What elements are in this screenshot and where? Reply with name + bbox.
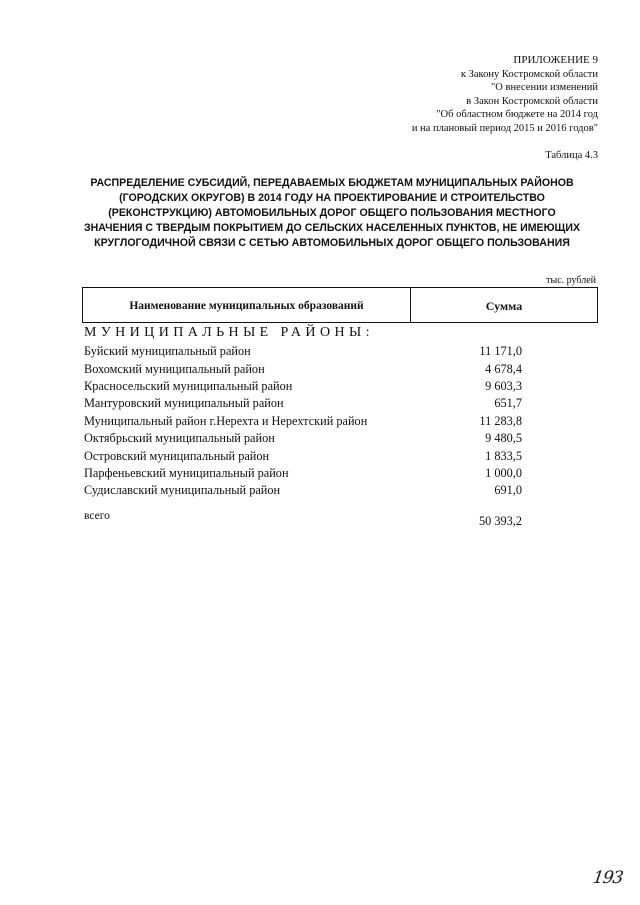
title-line: (РЕКОНСТРУКЦИЮ) АВТОМОБИЛЬНЫХ ДОРОГ ОБЩЕГО ПОЛЬЗОВАНИЯ МЕСТНОГО: [108, 207, 556, 219]
row-name: Красносельский муниципальный район: [84, 378, 293, 393]
column-header-sum: Сумма: [485, 298, 523, 313]
row-name: Островский муниципальный район: [84, 448, 270, 463]
table-row: [84, 465, 534, 482]
row-name: Мантуровский муниципальный район: [84, 396, 284, 411]
appendix-line: к Закону Костромской области: [460, 68, 598, 80]
row-value: 651,7: [494, 396, 522, 411]
row-name: Вохомский муниципальный район: [84, 361, 265, 376]
row-name: Муниципальный район г.Нерехта и Нерехтский район: [84, 413, 368, 428]
row-value: 1 833,5: [485, 448, 522, 463]
table-row: [84, 378, 534, 395]
total-label: всего: [84, 510, 110, 522]
row-value: 691,0: [494, 483, 522, 498]
unit-label: тыс. рублей: [546, 275, 596, 286]
row-value: 11 283,8: [479, 413, 522, 428]
total-row: [84, 510, 522, 529]
row-value: 9 480,5: [485, 431, 522, 446]
row-name: Октябрьский муниципальный район: [84, 431, 275, 446]
title-line: РАСПРЕДЕЛЕНИЕ СУБСИДИЙ, ПЕРЕДАВАЕМЫХ БЮДЖЕТАМ МУНИЦИПАЛЬНЫХ РАЙОНОВ: [90, 177, 574, 189]
row-value: 1 000,0: [485, 465, 522, 480]
row-name: Судиславский муниципальный район: [84, 483, 281, 498]
appendix-line: "Об областном бюджете на 2014 год: [436, 109, 598, 121]
appendix-header: [318, 54, 598, 136]
document-title: [74, 176, 590, 251]
title-line: КРУГЛОГОДИЧНОЙ СВЯЗИ С СЕТЬЮ АВТОМОБИЛЬНЫХ ДОРОГ ОБЩЕГО ПОЛЬЗОВАНИЯ: [94, 237, 570, 249]
table-row: [84, 447, 534, 464]
row-value: 4 678,4: [485, 361, 522, 376]
table-row: [84, 395, 534, 412]
title-line: (ГОРОДСКИХ ОКРУГОВ) В 2014 ГОДУ НА ПРОЕКТИРОВАНИЕ И СТРОИТЕЛЬСТВО: [119, 192, 545, 204]
section-title: МУНИЦИПАЛЬНЫЕ РАЙОНЫ:: [84, 325, 374, 340]
total-value: 50 393,2: [478, 514, 522, 528]
appendix-line: ПРИЛОЖЕНИЕ 9: [513, 54, 598, 66]
appendix-line: "О внесении изменений: [491, 82, 598, 94]
column-header-name: Наименование муниципальных образований: [83, 288, 411, 322]
table-number: Таблица 4.3: [545, 150, 598, 161]
row-value: 9 603,3: [485, 378, 522, 393]
row-value: 11 171,0: [479, 344, 522, 359]
row-name: Буйский муниципальный район: [84, 344, 251, 359]
table-row: [84, 360, 534, 377]
page-number: 193: [591, 868, 624, 888]
appendix-line: в Закон Костромской области: [466, 95, 598, 107]
table-row: [84, 343, 534, 360]
table-row: [84, 430, 534, 447]
appendix-line: и на плановый период 2015 и 2016 годов": [411, 122, 598, 134]
title-line: ЗНАЧЕНИЯ С ТВЕРДЫМ ПОКРЫТИЕМ ДО СЕЛЬСКИХ НАСЕЛЕННЫХ ПУНКТОВ, НЕ ИМЕЮЩИХ: [83, 222, 581, 234]
table-header: [82, 287, 598, 323]
table-row: [84, 413, 534, 430]
table-body: [84, 343, 534, 500]
row-name: Парфеньевский муниципальный район: [84, 465, 289, 480]
table-row: [84, 482, 534, 499]
